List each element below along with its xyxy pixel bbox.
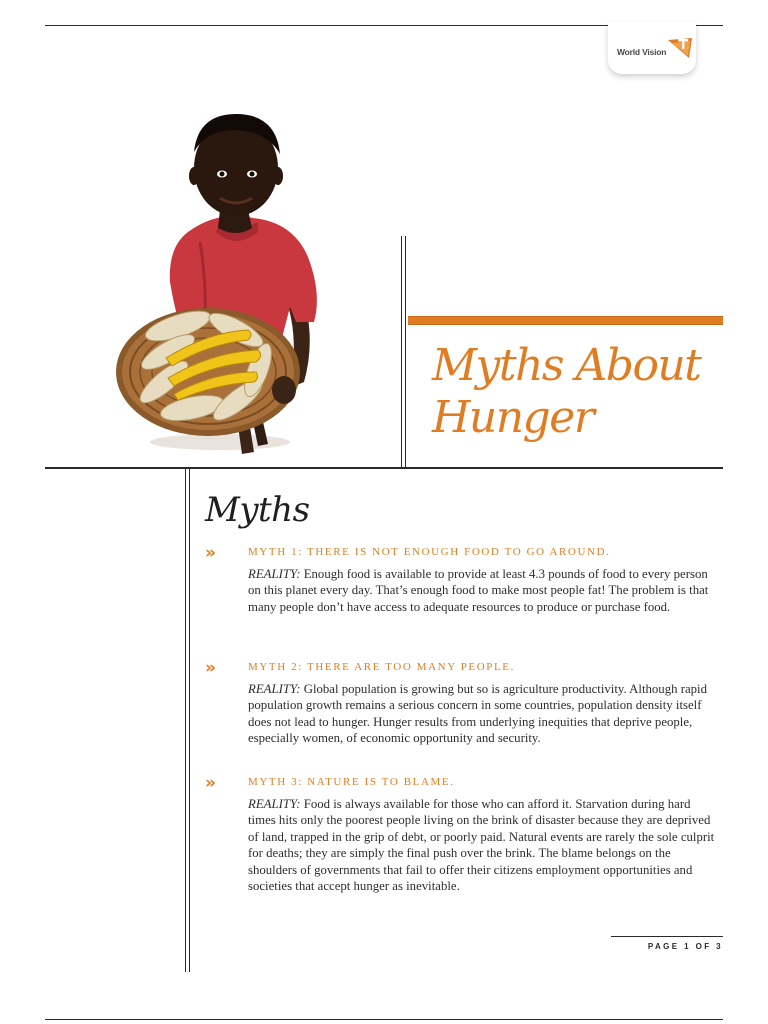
reality-label: REALITY:	[248, 682, 301, 696]
double-chevron-icon: »	[205, 773, 216, 793]
vertical-rule-lower-left	[185, 469, 186, 972]
reality-label: REALITY:	[248, 567, 301, 581]
logo-text: World Vision	[617, 47, 667, 57]
vertical-rule-lower-right	[189, 469, 190, 972]
page-number: PAGE 1 OF 3	[611, 936, 723, 951]
page-title: Myths About Hunger	[432, 340, 701, 443]
vertical-rule-upper-right	[405, 236, 406, 468]
bottom-rule	[45, 1019, 723, 1020]
world-vision-logo[interactable]	[608, 22, 696, 74]
reality-text: Global population is growing but so is agriculture productivity. Although rapid population growth remains a serious concern in some countries, population density itself does not lead to hunger. Hunger results from underlying inequities that deprive people, especially women, of economic opportunity and security.	[248, 682, 707, 746]
reality-label: REALITY:	[248, 797, 301, 811]
world-vision-star-cross-icon	[668, 34, 692, 60]
vertical-rule-upper-left	[401, 236, 402, 468]
myth-reality	[248, 681, 718, 747]
myth-heading: MYTH 3: NATURE IS TO BLAME.	[248, 776, 455, 788]
myth-reality	[248, 796, 718, 894]
reality-text: Food is always available for those who can afford it. Starvation during hard times hits only the poorest people living on the brink of disaster because they are deprived of land, trapped in the grip of debt, or poorly paid. Natural events are rarely the sole culprit for deaths; they are simply the final push over the brink. The blame belongs on the shoulders of governments that fail to offer their citizens employment opportunities and societies that accept hunger as inevitable.	[248, 797, 715, 894]
section-title: Myths	[205, 490, 310, 530]
myth-reality	[248, 566, 718, 615]
child-with-basket-photo	[108, 82, 340, 470]
double-chevron-icon: »	[205, 543, 216, 563]
section-divider	[45, 467, 723, 469]
reality-text: Enough food is available to provide at least 4.3 pounds of food to every person on this planet every day. That’s enough food to make most people fat! The problem is that many people don’t have access to adequate resources to produce or purchase food.	[248, 567, 709, 614]
myth-heading: MYTH 2: THERE ARE TOO MANY PEOPLE.	[248, 661, 515, 673]
title-accent-bar	[408, 316, 723, 325]
myth-heading: MYTH 1: THERE IS NOT ENOUGH FOOD TO GO AROUND.	[248, 546, 611, 558]
double-chevron-icon: »	[205, 658, 216, 678]
